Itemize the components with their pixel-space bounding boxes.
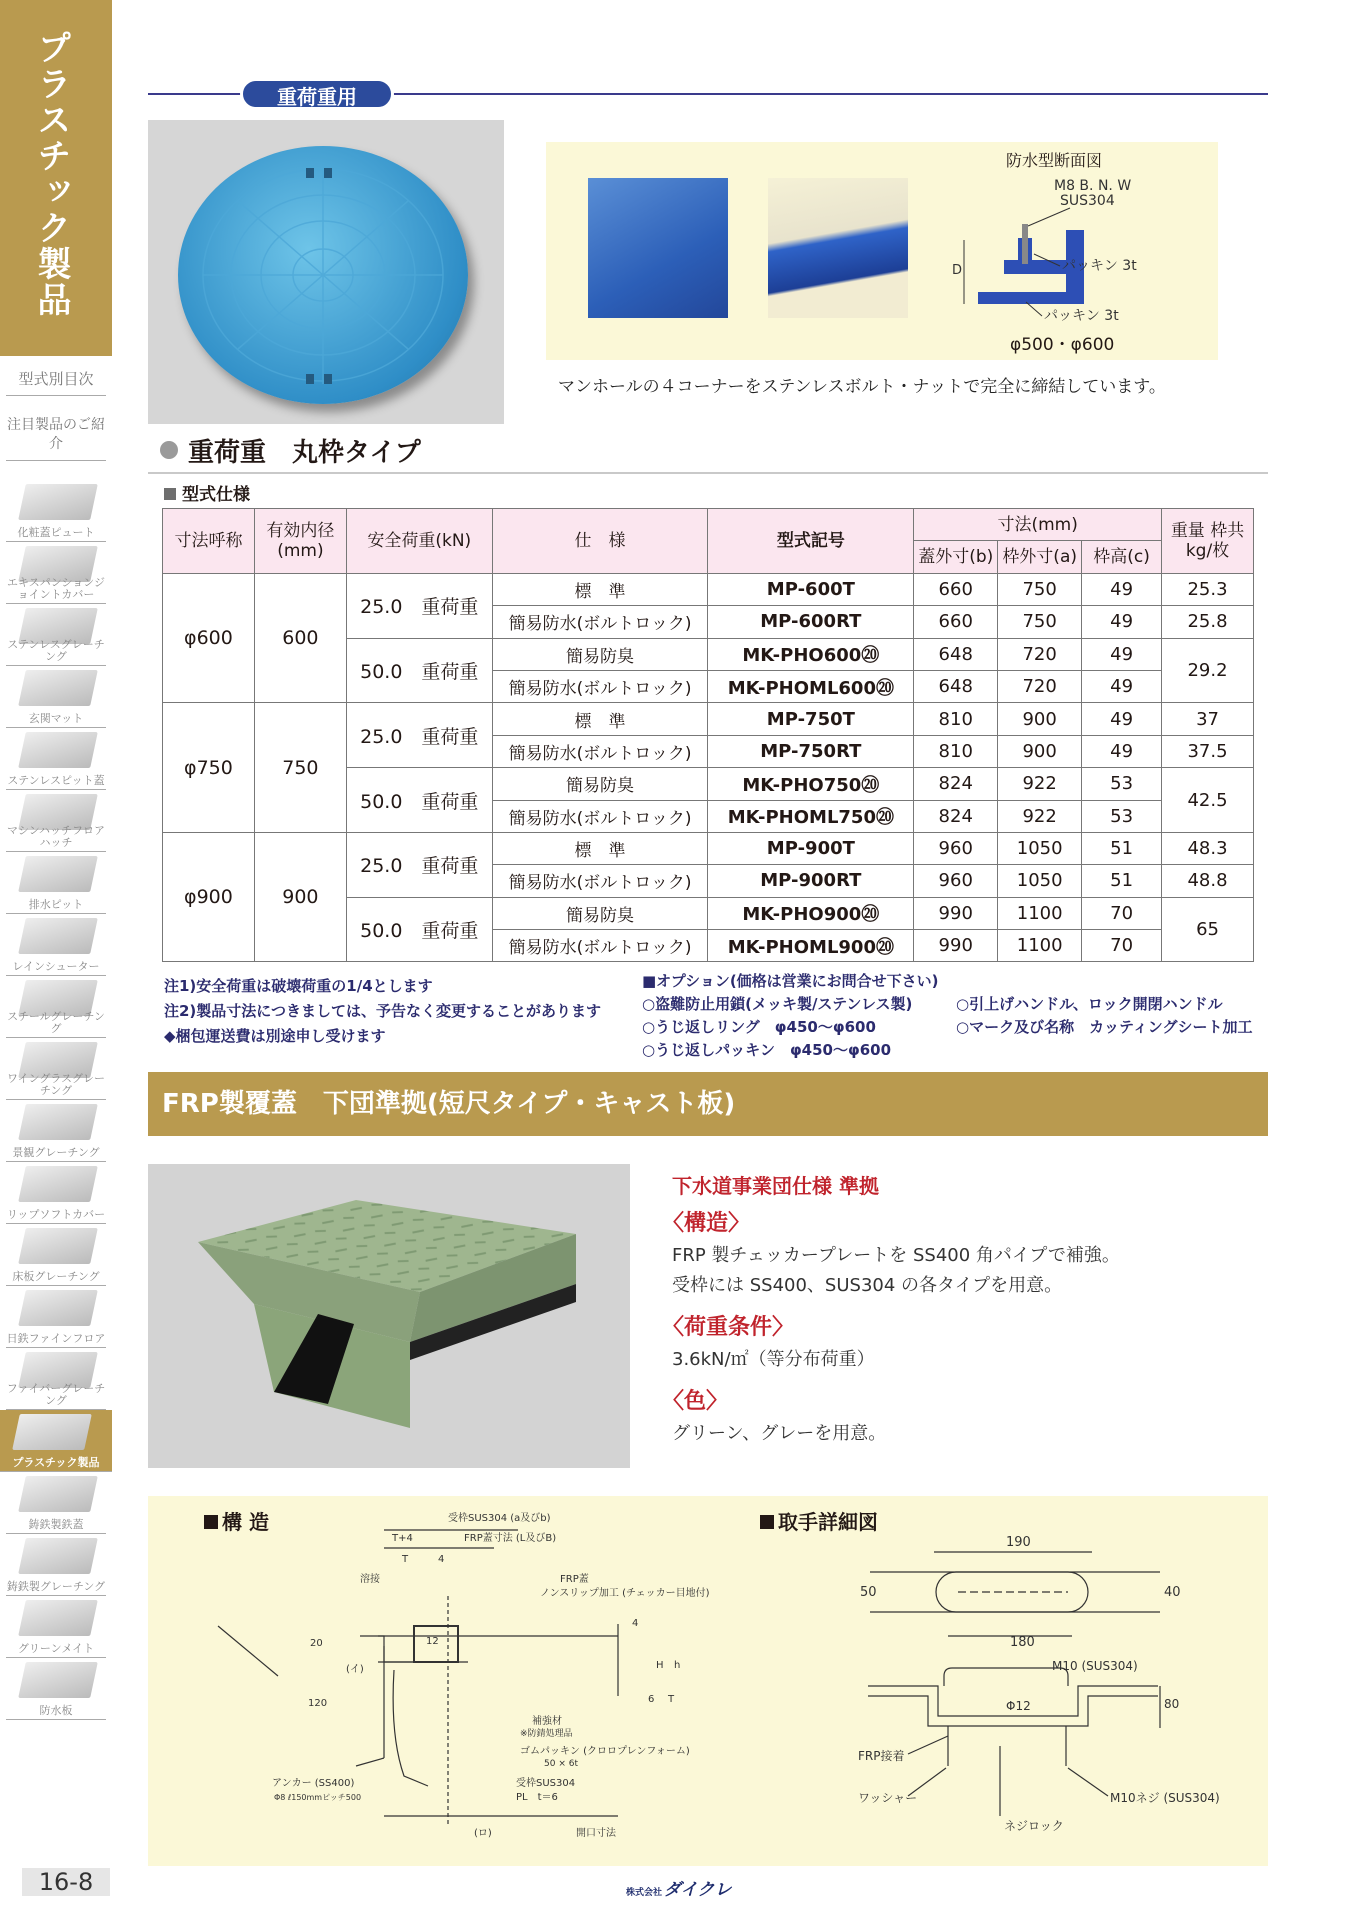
s-anchor: アンカー (SS400) [272,1778,355,1789]
sidebar-item[interactable] [6,728,106,790]
s-nonslip: ノンスリップ加工 (チェッカー目地付) [540,1588,710,1599]
cell-c: 49 [1082,703,1162,735]
cell-spec: 簡易防臭 [492,638,708,670]
cell-a: 720 [998,638,1082,670]
s-four: 4 [438,1554,445,1565]
structure-drawing-title: 構 造 [204,1506,269,1535]
wp-title: 防水型断面図 [1006,151,1103,170]
handle-drawing-title: 取手詳細図 [760,1506,878,1535]
options-title: ■オプション(価格は営業にお問合せ下さい) [642,972,939,990]
cell-code: MP-900T [708,832,914,864]
cell-b: 810 [914,703,998,735]
sidebar-item-thumbnail [18,1662,98,1698]
h-m10: M10 (SUS304) [1052,1659,1138,1673]
cell-a: 750 [998,573,1082,605]
cell-code: MK-PHO900⑳ [708,897,914,929]
h-d190: 190 [1006,1535,1031,1550]
cell-code: MP-750RT [708,735,914,767]
cell-b: 660 [914,606,998,638]
frp-color-heading: 〈色〉 [662,1389,729,1414]
cell-a: 922 [998,768,1082,800]
sidebar-item[interactable] [6,1100,106,1162]
cell-spec: 簡易防水(ボルトロック) [492,930,708,962]
th-size: 寸法呼称 [163,509,255,574]
s-six: 6 [648,1694,655,1705]
options-row: ○うじ返しリング φ450〜φ600 ○マーク及び名称 カッティングシート加工 [642,1018,1253,1036]
frp-structure-heading: 〈構造〉 [662,1211,751,1236]
cell-load: 50.0 重荷重 [346,638,492,703]
company-logo [626,1875,731,1900]
cell-weight: 48.8 [1162,865,1254,897]
s-rubber: ゴムパッキン (クロロプレンフォーム) [520,1746,690,1757]
cell-a: 1100 [998,930,1082,962]
sidebar-item-label: 鋳鉄製鉄蓋 [28,1518,84,1531]
cell-spec: 標 準 [492,703,708,735]
spec-label-text: 型式仕様 [182,485,250,505]
h-d50: 50 [860,1585,877,1600]
company-prefix: 株式会社 [626,1888,663,1898]
sidebar [0,0,112,1920]
s-frame: 受枠SUS304 (a及びb) [448,1513,551,1524]
sidebar-link-index[interactable]: 型式別目次 [6,370,106,396]
cell-b: 824 [914,768,998,800]
th-inner: 有効内径 (mm) [254,509,346,574]
s-opening: 開口寸法 [576,1828,616,1839]
sidebar-item-label: 日鉄ファインフロア [6,1332,106,1345]
cell-inner: 750 [254,703,346,833]
frp-load-heading: 〈荷重条件〉 [662,1315,795,1340]
cell-b: 960 [914,865,998,897]
s-frame2: 受枠SUS304 [516,1778,576,1789]
frp-structure-1: FRP 製チェッカープレートを SS400 角パイプで補強。 [672,1245,1120,1266]
sidebar-item[interactable] [6,852,106,914]
sidebar-item[interactable] [6,1224,106,1286]
cell-code: MP-750T [708,703,914,735]
note-1: 注1)安全荷重は破壊荷重の1/4とします [164,977,433,995]
cell-a: 1100 [998,897,1082,929]
product-heading [160,432,421,469]
options-notes [642,970,1262,1062]
cell-a: 922 [998,800,1082,832]
sidebar-item-thumbnail [18,1104,98,1140]
sidebar-item[interactable] [6,480,106,542]
section-badge: 重荷重用 [240,78,394,110]
th-b: 蓋外寸(b) [914,541,998,573]
cell-inner: 600 [254,573,346,703]
notes-left [164,974,601,1049]
sidebar-item-thumbnail [18,1228,98,1264]
s-i: (イ) [346,1664,364,1675]
cell-b: 648 [914,670,998,702]
sidebar-item-thumbnail [18,856,98,892]
cell-b: 990 [914,897,998,929]
s-h: h [674,1660,681,1671]
company-name: ダイクレ [664,1880,732,1900]
sidebar-product-list [0,480,112,1720]
sidebar-item-label: 玄関マット [28,712,84,725]
manhole-cover-image [178,146,468,404]
wp-bolt: M8 B. N. W [1054,178,1132,194]
s-dim20: 20 [310,1638,323,1649]
cell-inner: 900 [254,832,346,962]
note-3: ◆梱包運送費は別途申し受けます [164,1027,386,1045]
sidebar-item-label: 床板グレーチング [12,1270,100,1283]
sidebar-item[interactable] [6,542,106,604]
page-number: 16-8 [22,1868,110,1896]
sidebar-item[interactable] [6,1162,106,1224]
technical-drawings [148,1496,1268,1866]
sidebar-item[interactable] [6,666,106,728]
category-tab[interactable] [0,0,112,356]
th-load: 安全荷重(kN) [346,509,492,574]
cell-size: φ750 [163,703,255,833]
cell-spec: 簡易防水(ボルトロック) [492,865,708,897]
s-frp-dim: FRP蓋寸法 (L及びB) [464,1533,557,1544]
spec-table [162,508,1254,962]
cell-spec: 簡易防水(ボルトロック) [492,670,708,702]
sidebar-item-thumbnail [12,1414,92,1450]
s-reinf2: ※防錆処理品 [520,1729,573,1739]
s-dim12: 12 [426,1636,439,1647]
s-T2: T [668,1694,675,1705]
s-frp-lid: FRP蓋 [560,1574,589,1585]
sidebar-item-label: レインシューター [12,960,100,973]
cell-load: 50.0 重荷重 [346,768,492,833]
waterproof-caption: マンホールの４コーナーをステンレスボルト・ナットで完全に締結しています。 [558,377,1166,397]
cell-b: 648 [914,638,998,670]
sidebar-item-label: マシンハッチフロアハッチ [7,824,105,849]
cell-weight: 25.8 [1162,606,1254,638]
drawing-panel [148,1496,1268,1866]
sidebar-item[interactable] [6,604,106,666]
sidebar-item-label: リップソフトカバー [6,1208,106,1221]
sidebar-item-thumbnail [18,918,98,954]
cell-c: 70 [1082,930,1162,962]
cell-b: 824 [914,800,998,832]
s-anchor2: Φ8 ℓ150mmピッチ500 [274,1793,362,1802]
table-row [163,832,1254,864]
cell-code: MK-PHO750⑳ [708,768,914,800]
table-row [163,703,1254,735]
cell-a: 900 [998,703,1082,735]
sidebar-item[interactable] [6,914,106,976]
cell-weight: 37.5 [1162,735,1254,767]
wp-bolt-material: SUS304 [1060,193,1115,209]
cell-c: 70 [1082,897,1162,929]
cell-code: MP-600T [708,573,914,605]
sidebar-item-label: ステンレスピット蓋 [7,774,105,787]
sidebar-item-label: ステンレスグレーチング [7,638,105,663]
sidebar-item[interactable] [6,1286,106,1348]
cell-code: MK-PHOML900⑳ [708,930,914,962]
cell-spec: 簡易防臭 [492,897,708,929]
cell-c: 49 [1082,606,1162,638]
cell-c: 53 [1082,768,1162,800]
category-title: プラスチック製品 [31,30,71,318]
sidebar-item-label: スチールグレーチング [7,1010,105,1035]
wp-packing-2: パッキン 3t [1044,308,1119,324]
waterproof-section-diagram [946,142,1218,360]
s-weld: 溶接 [360,1574,380,1585]
sidebar-item-label: 化粧蓋ピュート [17,526,95,539]
heading-text: 重荷重 丸枠タイプ [188,438,421,468]
sidebar-item-label: 排水ピット [28,898,84,911]
sidebar-item-label: エキスパンションジョイントカバー [6,576,105,601]
h-d80: 80 [1164,1697,1180,1711]
s-H: H [656,1660,664,1671]
sidebar-item-thumbnail [18,732,98,768]
th-dims: 寸法(mm) [914,509,1162,541]
cell-c: 51 [1082,865,1162,897]
th-c: 枠高(c) [1082,541,1162,573]
sidebar-item-thumbnail [18,1290,98,1326]
cell-b: 990 [914,930,998,962]
spec-label-bullet [164,488,176,500]
cell-size: φ600 [163,573,255,703]
wp-sizes: φ500・φ600 [1010,335,1115,355]
cell-code: MK-PHO600⑳ [708,638,914,670]
sidebar-item[interactable] [6,976,106,1038]
handle-lines [868,1552,1160,1816]
th-weight: 重量 枠共 kg/枚 [1162,509,1254,574]
sidebar-link-featured[interactable]: 注目製品のご紹介 [6,416,106,461]
h-d180: 180 [1010,1635,1035,1650]
cell-code: MK-PHOML750⑳ [708,800,914,832]
waterproof-panel [546,142,1218,360]
sidebar-item-label: プラスチック製品 [12,1456,100,1469]
manhole-cover-photo [148,120,504,424]
bolt-section-photo [768,178,908,318]
sidebar-item-thumbnail [18,670,98,706]
cell-a: 900 [998,735,1082,767]
cell-b: 960 [914,832,998,864]
cell-spec: 簡易防水(ボルトロック) [492,606,708,638]
cell-load: 25.0 重荷重 [346,573,492,638]
cell-c: 49 [1082,670,1162,702]
cell-spec: 標 準 [492,832,708,864]
sidebar-links [0,370,112,481]
cell-load: 50.0 重荷重 [346,897,492,962]
cell-a: 720 [998,670,1082,702]
cell-spec: 簡易防臭 [492,768,708,800]
sidebar-item[interactable] [0,1410,112,1472]
sidebar-item-label: 景観グレーチング [12,1146,100,1159]
note-2: 注2)製品寸法につきましては、予告なく変更することがあります [164,1002,601,1020]
frp-standard: 下水道事業団仕様 準拠 [672,1174,879,1198]
frp-banner: FRP製覆蓋 下団準拠(短尺タイプ・キャスト板) [148,1072,1268,1136]
cell-weight: 29.2 [1162,638,1254,703]
spec-table-body [163,573,1254,962]
sidebar-item-thumbnail [18,1166,98,1202]
sidebar-item-label: 鋳鉄製グレーチング [6,1580,106,1593]
cell-weight: 65 [1162,897,1254,962]
cell-weight: 25.3 [1162,573,1254,605]
s-reinf: 補強材 [532,1716,562,1727]
frp-color-1: グリーン、グレーを用意。 [672,1423,887,1444]
sidebar-item-label: ファイバーグレーチング [6,1382,106,1407]
cell-b: 660 [914,573,998,605]
manhole-pattern [178,146,468,404]
sidebar-item-thumbnail [18,1600,98,1636]
cell-a: 1050 [998,832,1082,864]
sidebar-item[interactable] [6,1658,106,1720]
cell-code: MP-900RT [708,865,914,897]
s-pl: PL t＝6 [516,1792,558,1803]
wp-d: D [952,263,963,278]
frp-description [662,1170,1242,1449]
cell-size: φ900 [163,832,255,962]
spec-label [164,480,250,505]
s-ro: (ロ) [474,1828,492,1839]
cell-c: 53 [1082,800,1162,832]
s-t4: T+4 [392,1533,413,1544]
cell-load: 25.0 重荷重 [346,832,492,897]
cell-c: 49 [1082,638,1162,670]
s-t: T [402,1554,409,1565]
sidebar-item[interactable] [6,1534,106,1596]
th-spec: 仕 様 [492,509,708,574]
cell-c: 49 [1082,735,1162,767]
sidebar-item-thumbnail [18,484,98,520]
sidebar-item[interactable] [6,1596,106,1658]
sidebar-item[interactable] [6,1038,106,1100]
cell-b: 810 [914,735,998,767]
s-rubber2: 50 × 6t [544,1759,578,1769]
heading-rule [148,472,1268,474]
cell-spec: 簡易防水(ボルトロック) [492,735,708,767]
frp-cover-photo [148,1164,630,1468]
cell-spec: 簡易防水(ボルトロック) [492,800,708,832]
cell-spec: 標 準 [492,573,708,605]
frp-cover-image [148,1164,630,1468]
h-frp-joint: FRP接着 [858,1749,905,1763]
cell-load: 25.0 重荷重 [346,703,492,768]
heading-bullet [160,441,178,459]
wp-packing-1: パッキン 3t [1062,258,1137,274]
options-row: ○盗難防止用鎖(メッキ製/ステンレス製) ○引上げハンドル、ロック開閉ハンドル [642,995,1223,1013]
cell-c: 51 [1082,832,1162,864]
h-d40: 40 [1164,1585,1181,1600]
frp-structure-2: 受枠には SS400、SUS304 の各タイプを用意。 [672,1275,1063,1296]
s-dim4: 4 [632,1618,639,1629]
sidebar-item[interactable] [6,1472,106,1534]
sidebar-item-label: ワイングラスグレーチング [6,1072,106,1097]
sidebar-item[interactable] [6,1348,106,1410]
sidebar-item-thumbnail [18,1476,98,1512]
frp-load-1: 3.6kN/㎡（等分布荷重） [672,1349,875,1370]
cell-a: 1050 [998,865,1082,897]
sidebar-item[interactable] [6,790,106,852]
s-dim120: 120 [308,1698,328,1709]
th-a: 枠外寸(a) [998,541,1082,573]
table-row [163,573,1254,605]
cell-a: 750 [998,606,1082,638]
sidebar-item-label: グリーンメイト [17,1642,95,1655]
bolt-top-photo [588,178,728,318]
cell-code: MP-600RT [708,606,914,638]
cell-c: 49 [1082,573,1162,605]
cell-code: MK-PHOML600⑳ [708,670,914,702]
cell-weight: 37 [1162,703,1254,735]
sidebar-item-thumbnail [18,1538,98,1574]
cell-weight: 48.3 [1162,832,1254,864]
sidebar-item-label: 防水板 [39,1704,73,1717]
options-row: ○うじ返しパッキン φ450〜φ600 [642,1041,892,1059]
h-phi12: Φ12 [1006,1699,1031,1713]
h-washer: ワッシャー [858,1791,918,1805]
th-code: 型式記号 [708,509,914,574]
h-lock: ネジロック [1004,1819,1064,1833]
h-screw: M10ネジ (SUS304) [1110,1791,1220,1805]
cell-weight: 42.5 [1162,768,1254,833]
